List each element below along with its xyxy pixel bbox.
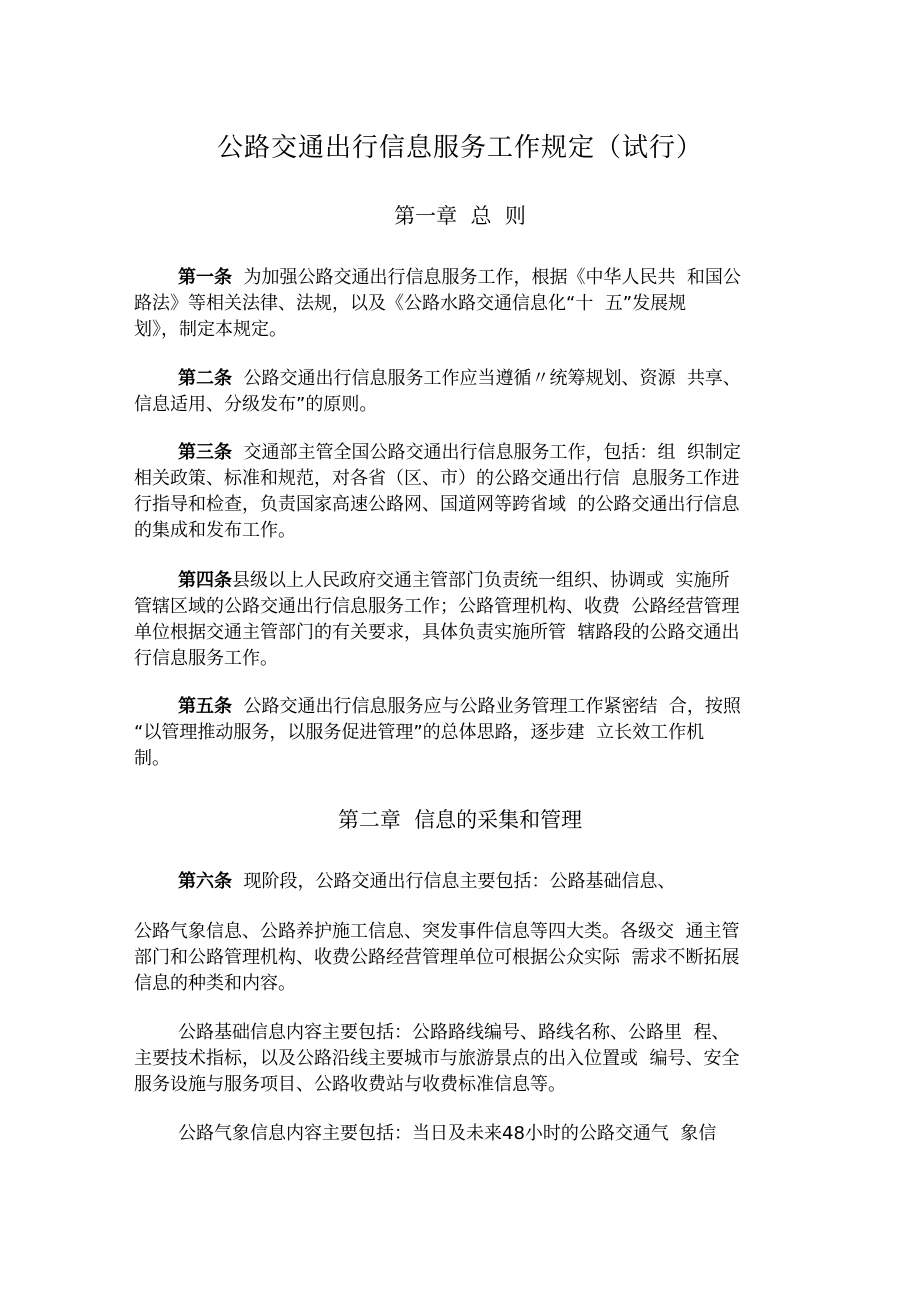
article-3-line-1: 第三条 交通部主管全国公路交通出行信息服务工作，包括：组 织制定	[178, 442, 741, 463]
article-1-line-3: 划》，制定本规定。	[134, 319, 287, 340]
article-5	[134, 694, 794, 772]
article-6-continuation	[134, 919, 794, 997]
article-5-line-2: “以管理推动服务，以服务促进管理”的总体思路，逐步建 立长效工作机	[134, 722, 705, 743]
article-4-label: 第四条	[178, 570, 232, 591]
article-4-line-3: 单位根据交通主管部门的有关要求，具体负责实施所管 辖路段的公路交通出	[134, 622, 740, 643]
basic-info-line-1: 公路基础信息内容主要包括：公路路线编号、路线名称、公路里 程、	[178, 1022, 730, 1043]
article-6-line-1: 第六条 现阶段，公路交通出行信息主要包括：公路基础信息、	[178, 871, 676, 892]
document-title: 公路交通出行信息服务工作规定（试行）	[216, 133, 703, 163]
article-2-line-2: 信息适用、分级发布”的原则。	[134, 394, 378, 415]
article-6-cont-line-2: 部门和公路管理机构、收费公路经营管理单位可根据公众实际 需求不断拓展	[134, 947, 740, 968]
article-6-label: 第六条	[178, 871, 232, 892]
article-3-line-4: 的集成和发布工作。	[134, 520, 296, 541]
article-3-line-2: 相关政策、标准和规范，对各省（区、市）的公路交通出行信 息服务工作进	[134, 468, 740, 489]
chapter-1-heading: 第一章 总 则	[394, 204, 526, 228]
article-6-cont-line-3: 信息的种类和内容。	[134, 973, 296, 994]
article-4-line-4: 行信息服务工作。	[134, 648, 278, 669]
article-6	[134, 869, 794, 895]
article-6-cont-line-1: 公路气象信息、公路养护施工信息、突发事件信息等四大类。各级交 通主管	[134, 921, 740, 942]
article-4-line-2: 管辖区域的公路交通出行信息服务工作；公路管理机构、收费 公路经营管理	[134, 596, 740, 617]
basic-info-line-3: 服务设施与服务项目、公路收费站与收费标准信息等。	[134, 1074, 566, 1095]
article-1-line-1: 第一条 为加强公路交通出行信息服务工作，根据《中华人民共 和国公	[178, 267, 741, 288]
article-2-label: 第二条	[178, 368, 232, 389]
article-1-line-2: 路法》等相关法律、法规，以及《公路水路交通信息化“十 五”发展规	[134, 293, 687, 314]
article-2-line-1: 第二条 公路交通出行信息服务工作应当遵循〃统筹规划、资源 共享、	[178, 368, 741, 389]
weather-info-line-1: 公路气象信息内容主要包括：当日及未来48小时的公路交通气 象信	[178, 1123, 717, 1144]
article-3-line-3: 行指导和检查，负责国家高速公路网、国道网等跨省域 的公路交通出行信息	[134, 494, 740, 515]
article-4-line-1: 第四条县级以上人民政府交通主管部门负责统一组织、协调或 实施所	[178, 570, 730, 591]
article-4	[134, 568, 794, 672]
basic-info-paragraph	[134, 1020, 794, 1098]
chapter-2-heading: 第二章 信息的采集和管理	[337, 808, 583, 832]
basic-info-line-2: 主要技术指标，以及公路沿线主要城市与旅游景点的出入位置或 编号、安全	[134, 1048, 740, 1069]
article-5-line-3: 制。	[134, 748, 170, 769]
article-5-line-1: 第五条 公路交通出行信息服务应与公路业务管理工作紧密结 合，按照	[178, 696, 741, 717]
article-1	[134, 265, 794, 343]
article-5-label: 第五条	[178, 696, 232, 717]
weather-info-paragraph	[134, 1121, 794, 1147]
article-1-label: 第一条	[178, 267, 232, 288]
article-3-label: 第三条	[178, 442, 232, 463]
article-2	[134, 366, 794, 418]
article-3	[134, 440, 794, 544]
